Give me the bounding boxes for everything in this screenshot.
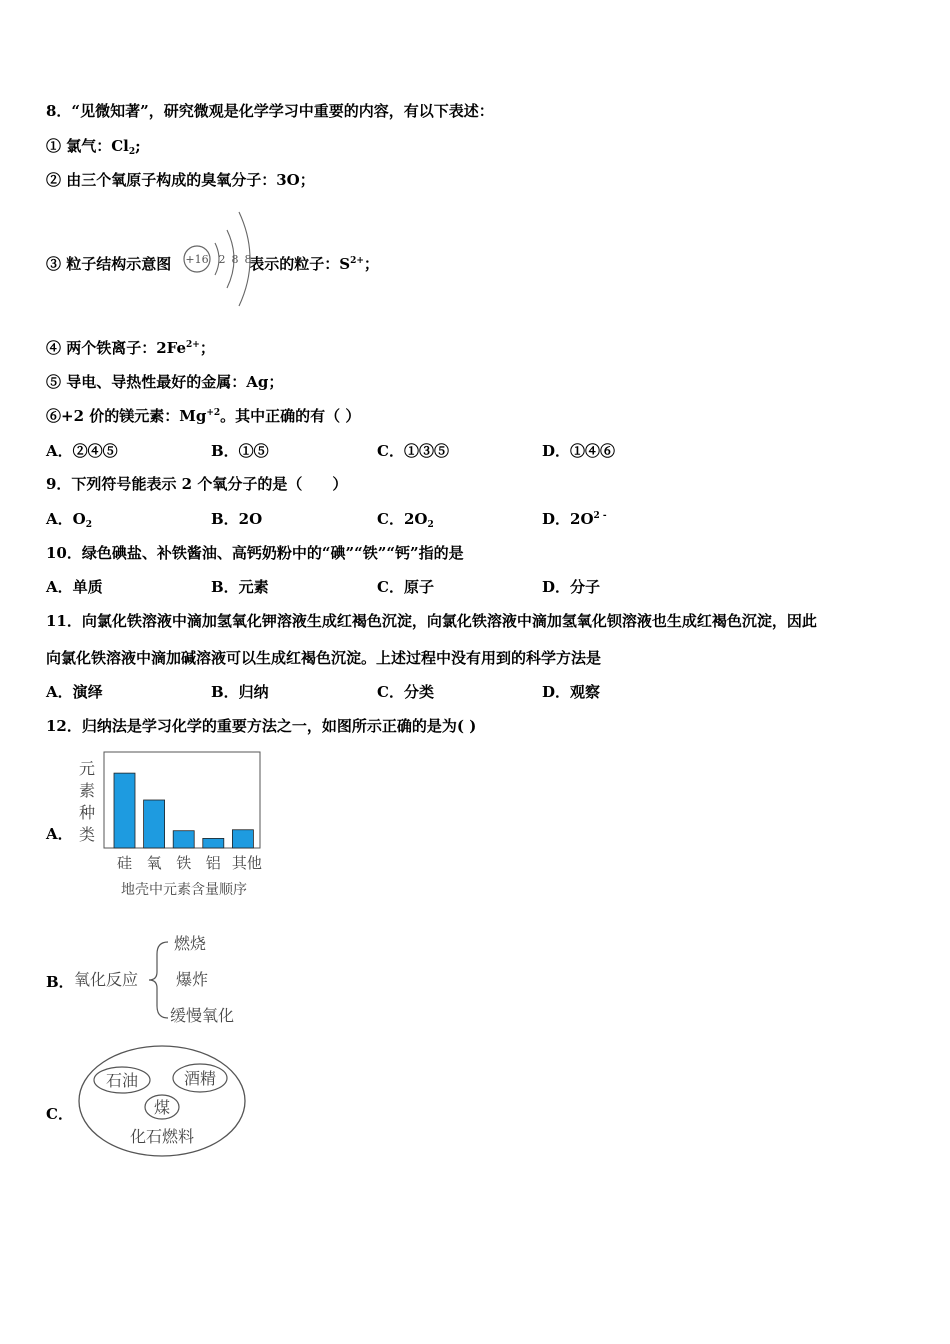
q10-option-d[interactable]: D．分子	[542, 578, 601, 596]
q11-stem-line-1: 11．向氯化铁溶液中滴加氢氧化钾溶液生成红褐色沉淀，向氯化铁溶液中滴加氢氧化钡溶液也生成红褐色沉淀，因此	[46, 612, 817, 630]
nucleus-charge: +16	[185, 253, 209, 266]
q8-statement-5: ⑤ 导电、导热性最好的金属：Ag；	[46, 373, 284, 391]
chart-tick-label-1: 氧	[146, 854, 162, 872]
chart-bar-2	[173, 831, 194, 848]
chart-ylabel-char-3: 类	[78, 825, 96, 844]
q11-stem-line-2: 向氯化铁溶液中滴加碱溶液可以生成红褐色沉淀。上述过程中没有用到的科学方法是	[46, 649, 602, 667]
q10-option-c[interactable]: C．原子	[377, 578, 434, 596]
q8-option-c[interactable]: C．①③⑤	[377, 442, 449, 460]
shell-electrons-1: 2	[218, 253, 226, 266]
q12-option-a-chart	[74, 748, 274, 903]
q12-option-a-label[interactable]: A．	[46, 825, 73, 843]
q8-option-d[interactable]: D．①④⑥	[542, 442, 616, 460]
q8-statement-4: ④ 两个铁离子：$2Fe^{2+}$；	[46, 339, 215, 357]
chart-y-label	[79, 759, 95, 844]
q9-stem: 9．下列符号能表示 2 个氧分子的是（ ）	[46, 475, 348, 493]
chart-bar-0	[114, 773, 135, 848]
q8-statement-2: ② 由三个氧原子构成的臭氧分子：3O；	[46, 171, 315, 189]
chart-ylabel-char-1: 素	[78, 781, 96, 800]
oxidation-root: 氧化反应	[74, 970, 139, 989]
chart-ylabel-char-0: 元	[78, 759, 96, 778]
alcohol-label: 酒精	[183, 1069, 217, 1088]
q11-option-b[interactable]: B．归纳	[211, 683, 269, 701]
q8-statement-6: ⑥+2 价的镁元素：$Mg^{+2}$。其中正确的有（ ）	[46, 407, 361, 425]
q12-option-c-diagram	[76, 1043, 251, 1161]
q11-option-a[interactable]: A．演绎	[46, 683, 103, 701]
atom-structure-diagram	[181, 210, 261, 308]
q12-stem: 12．归纳法是学习化学的重要方法之一，如图所示正确的是为( )	[46, 717, 477, 735]
q10-option-a[interactable]: A．单质	[46, 578, 103, 596]
q8-statement-1: ① 氯气：$Cl_2$;	[46, 137, 141, 157]
q9-option-a[interactable]: A．$O_2$	[46, 510, 92, 530]
q11-option-d[interactable]: D．观察	[542, 683, 601, 701]
q8-statement-3: ③ 粒子结构示意图 表示的粒子：$S^{2+}$；	[46, 255, 379, 273]
q9-option-b[interactable]: B．2O	[211, 510, 263, 528]
branch-explosion: 爆炸	[176, 970, 209, 989]
chart-tick-label-4: 其他	[231, 854, 262, 872]
q12-option-c-label[interactable]: C．	[46, 1105, 73, 1123]
fossil-fuel-label: 化石燃料	[129, 1127, 195, 1146]
chart-tick-label-3: 铝	[205, 854, 221, 872]
chart-ylabel-char-2: 种	[78, 803, 96, 822]
chart-title: 地壳中元素含量顺序	[121, 882, 247, 898]
chart-bar-3	[203, 838, 224, 848]
q11-option-c[interactable]: C．分类	[377, 683, 434, 701]
brace	[149, 942, 168, 1018]
q10-option-b[interactable]: B．元素	[211, 578, 269, 596]
q8-option-b[interactable]: B．①⑤	[211, 442, 269, 460]
chart-bar-1	[144, 800, 165, 848]
q9-option-d[interactable]: D．$2O^{2 -}$	[542, 510, 607, 528]
oil-label: 石油	[105, 1071, 139, 1090]
branch-combustion: 燃烧	[174, 934, 207, 953]
chart-bars	[114, 773, 253, 848]
coal-label: 煤	[153, 1098, 171, 1117]
branch-slow-oxidation: 缓慢氧化	[170, 1006, 235, 1025]
q8-option-a[interactable]: A．②④⑤	[46, 442, 118, 460]
q12-option-b-diagram	[72, 928, 247, 1028]
q8-stem: 8．“见微知著”，研究微观是化学学习中重要的内容，有以下表述：	[46, 102, 494, 120]
chart-tick-labels	[117, 854, 262, 872]
q12-option-b-label[interactable]: B．	[46, 973, 74, 991]
shell-electrons-2: 8	[231, 253, 239, 266]
chart-tick-label-2: 铁	[176, 854, 192, 872]
chart-bar-4	[232, 830, 253, 848]
shell-electrons-3: 8	[244, 253, 252, 266]
q10-stem: 10．绿色碘盐、补铁酱油、高钙奶粉中的“碘”“铁”“钙”指的是	[46, 544, 464, 562]
chart-tick-label-0: 硅	[116, 854, 133, 872]
q9-option-c[interactable]: C．$2O_2$	[377, 510, 434, 530]
